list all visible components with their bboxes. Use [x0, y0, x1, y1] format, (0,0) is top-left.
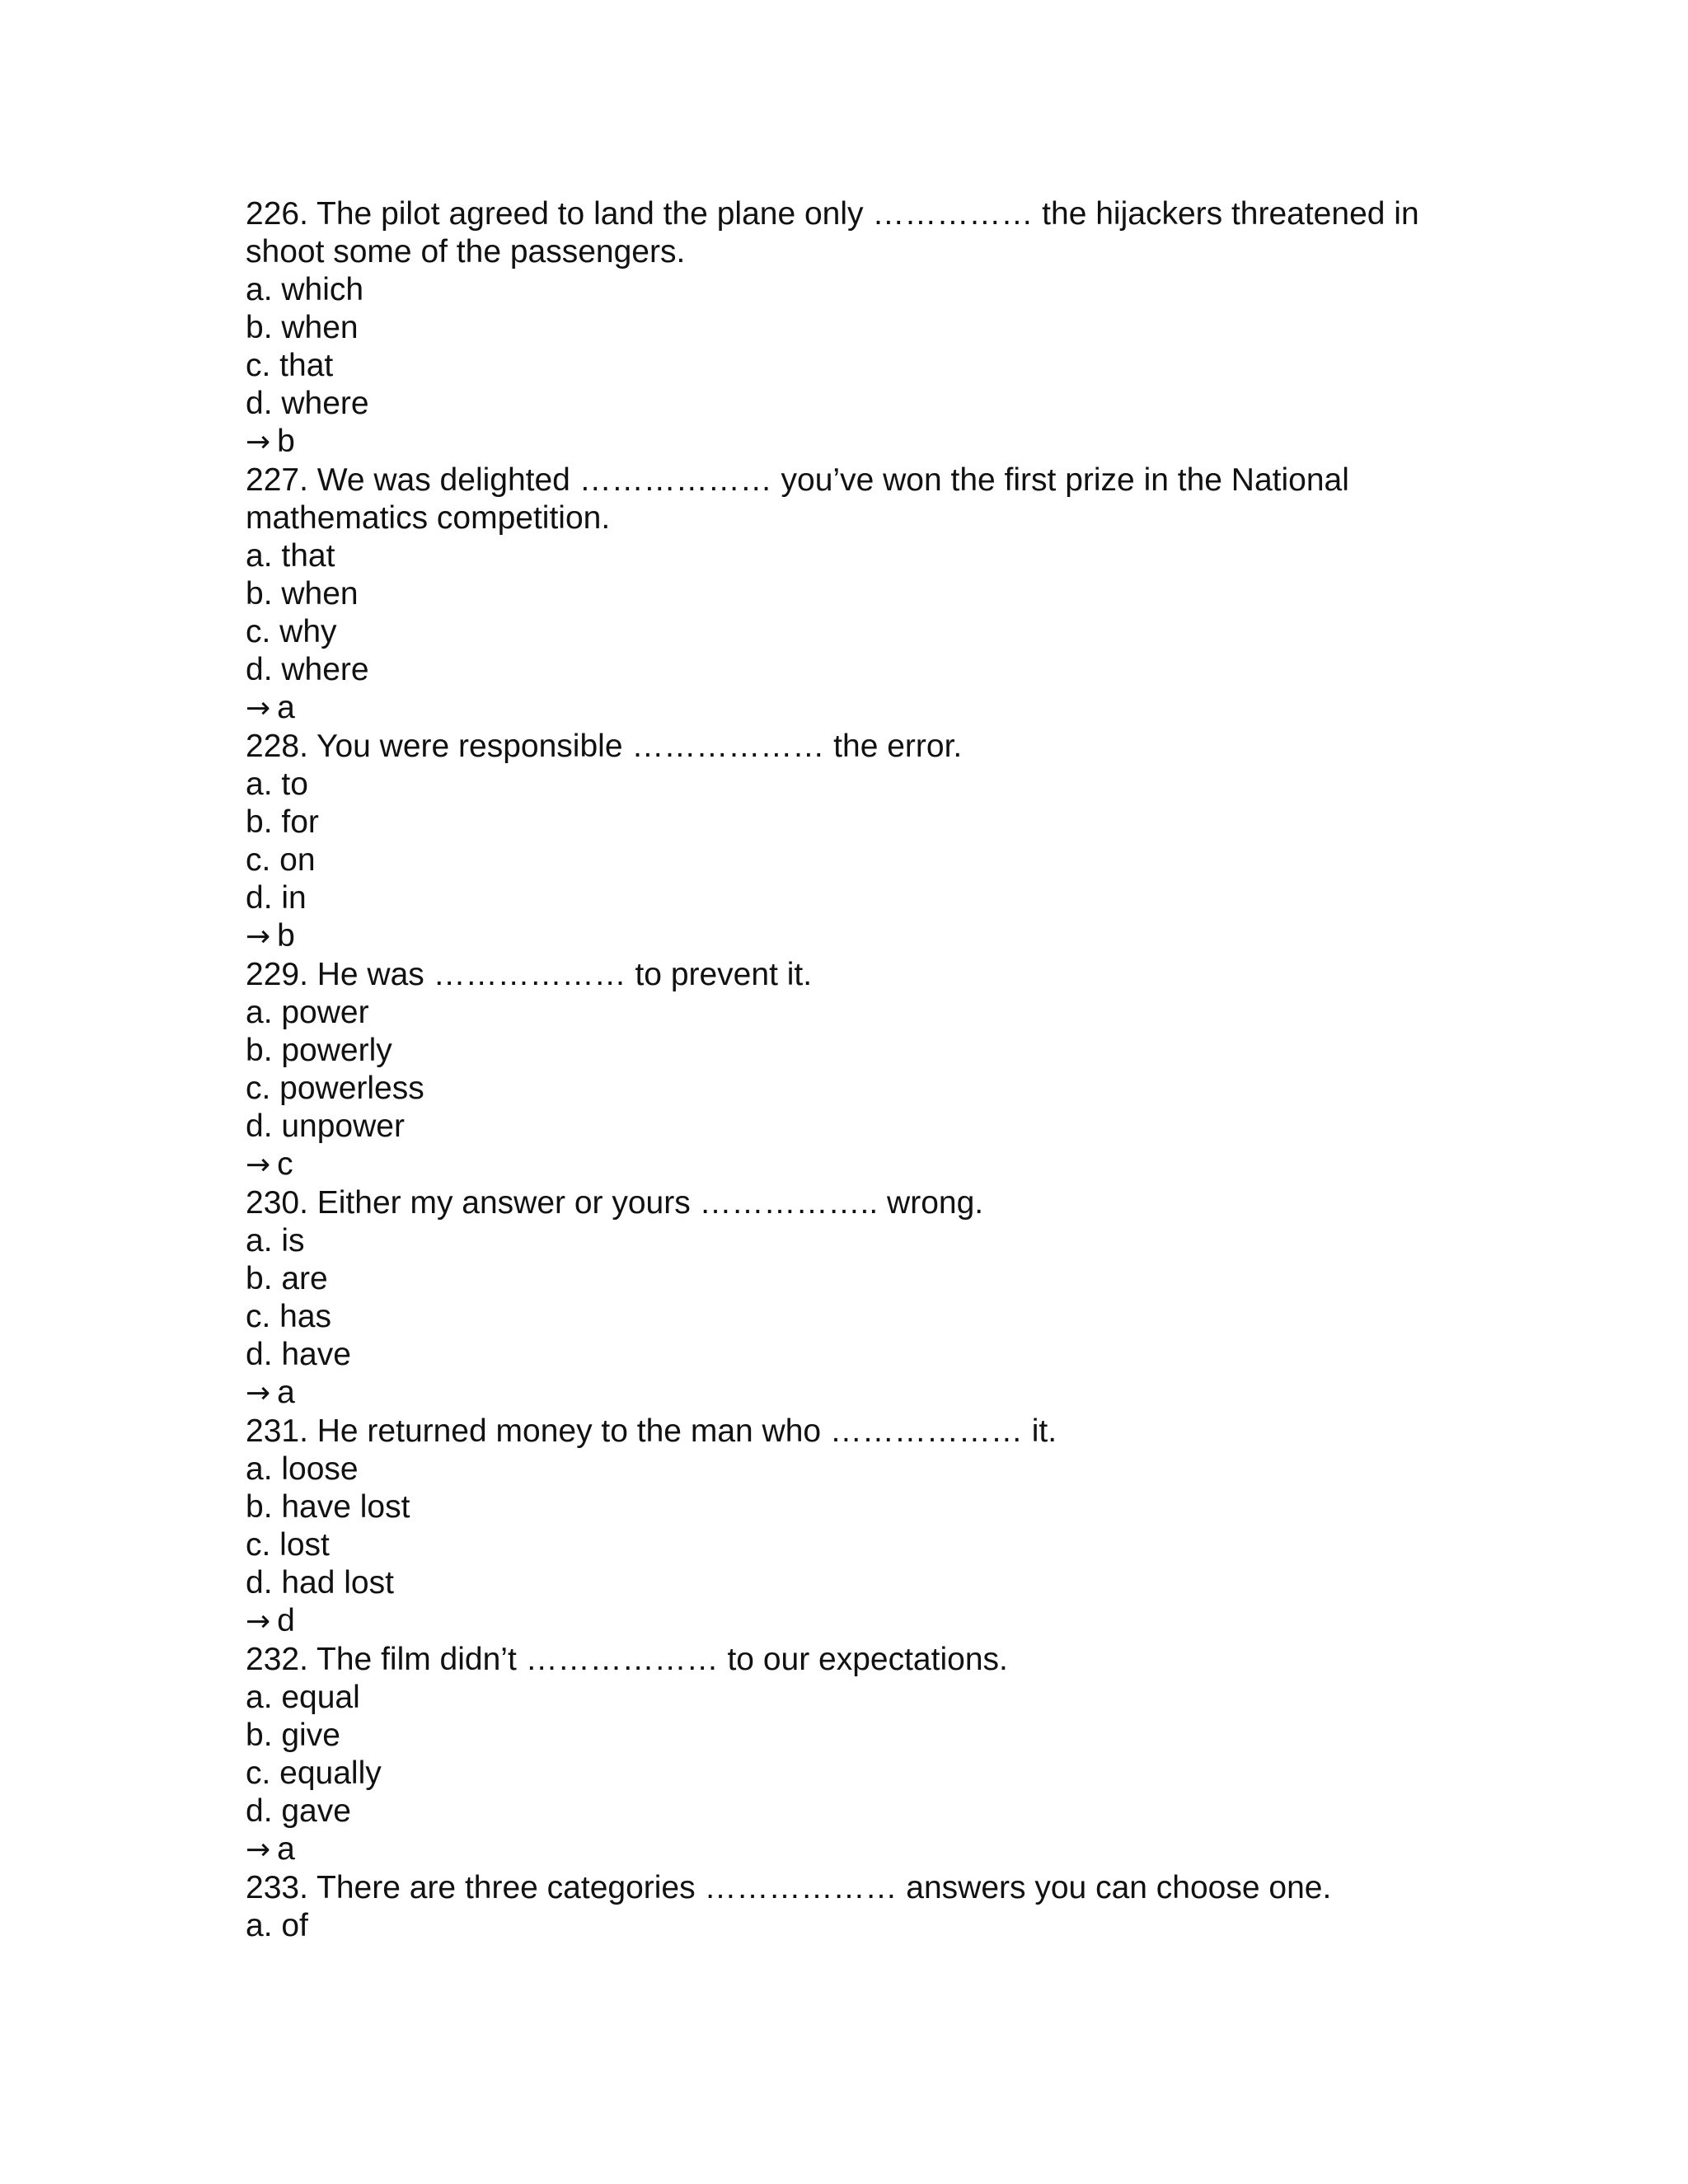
arrow-right-icon: → — [246, 1605, 271, 1638]
answer-key — [246, 689, 1449, 728]
answer-option: a. is — [246, 1223, 305, 1258]
answer-option: a. that — [246, 538, 335, 574]
answer-option: c. why — [246, 614, 337, 649]
question-block — [246, 1869, 1449, 1945]
arrow-right-icon: → — [246, 425, 271, 459]
answer-option: a. to — [246, 766, 308, 802]
answer-option: b. are — [246, 1261, 328, 1296]
question-block — [246, 462, 1449, 728]
question-block — [246, 1641, 1449, 1869]
answer-option: c. equally — [246, 1755, 382, 1791]
answer-letter: b — [277, 424, 295, 459]
answer-option: c. on — [246, 842, 316, 878]
answer-key — [246, 1374, 1449, 1413]
question-block — [246, 956, 1449, 1184]
arrow-right-icon: → — [246, 691, 271, 725]
arrow-right-icon: → — [246, 920, 271, 954]
answer-key — [246, 423, 1449, 462]
answer-option: d. had lost — [246, 1565, 394, 1601]
answer-option: b. have lost — [246, 1489, 410, 1525]
question-block — [246, 728, 1449, 956]
answer-option: a. power — [246, 995, 369, 1030]
answer-option: b. powerly — [246, 1033, 392, 1068]
answer-letter: c — [277, 1146, 293, 1182]
answer-letter: d — [277, 1603, 295, 1638]
question-block — [246, 1184, 1449, 1413]
answer-option: a. loose — [246, 1451, 359, 1487]
question-text: 232. The film didn’t ……………… to our expectations. — [246, 1642, 1008, 1677]
answer-letter: a — [277, 690, 295, 725]
arrow-right-icon: → — [246, 1148, 271, 1182]
question-block — [246, 1413, 1449, 1641]
question-text: 229. He was ……………… to prevent it. — [246, 957, 813, 992]
answer-option: b. when — [246, 310, 359, 345]
answer-option: d. gave — [246, 1793, 351, 1829]
question-text: 228. You were responsible ……………… the error. — [246, 729, 963, 764]
answer-letter: a — [277, 1831, 295, 1867]
question-text: 230. Either my answer or yours …………….. wrong. — [246, 1185, 984, 1221]
answer-letter: b — [277, 918, 295, 954]
answer-option: d. where — [246, 652, 369, 687]
arrow-right-icon: → — [246, 1376, 271, 1410]
arrow-right-icon: → — [246, 1833, 271, 1867]
document-page — [246, 195, 1449, 1945]
answer-option: d. unpower — [246, 1108, 405, 1144]
answer-option: d. in — [246, 880, 307, 916]
answer-option: a. which — [246, 272, 364, 307]
answer-key — [246, 1830, 1449, 1869]
answer-option: b. for — [246, 804, 319, 840]
answer-option: c. lost — [246, 1527, 330, 1563]
question-text: 226. The pilot agreed to land the plane only …………… the hijackers threatened in shoot some of the passengers. — [246, 196, 1419, 269]
answer-key — [246, 1602, 1449, 1641]
answer-option: b. when — [246, 576, 359, 612]
question-block — [246, 195, 1449, 462]
answer-option: c. has — [246, 1299, 332, 1334]
answer-key — [246, 917, 1449, 956]
answer-key — [246, 1146, 1449, 1184]
answer-option: c. that — [246, 348, 334, 383]
answer-option: d. where — [246, 386, 369, 421]
answer-option: b. give — [246, 1718, 340, 1753]
answer-option: d. have — [246, 1337, 351, 1372]
answer-letter: a — [277, 1375, 295, 1410]
answer-option: a. of — [246, 1908, 308, 1943]
answer-option: a. equal — [246, 1680, 360, 1715]
question-text: 227. We was delighted ……………… you’ve won the first prize in the National mathematics competition. — [246, 462, 1349, 536]
answer-option: c. powerless — [246, 1071, 424, 1106]
question-text: 233. There are three categories ……………… answers you can choose one. — [246, 1870, 1332, 1905]
question-text: 231. He returned money to the man who ……………… it. — [246, 1413, 1057, 1449]
